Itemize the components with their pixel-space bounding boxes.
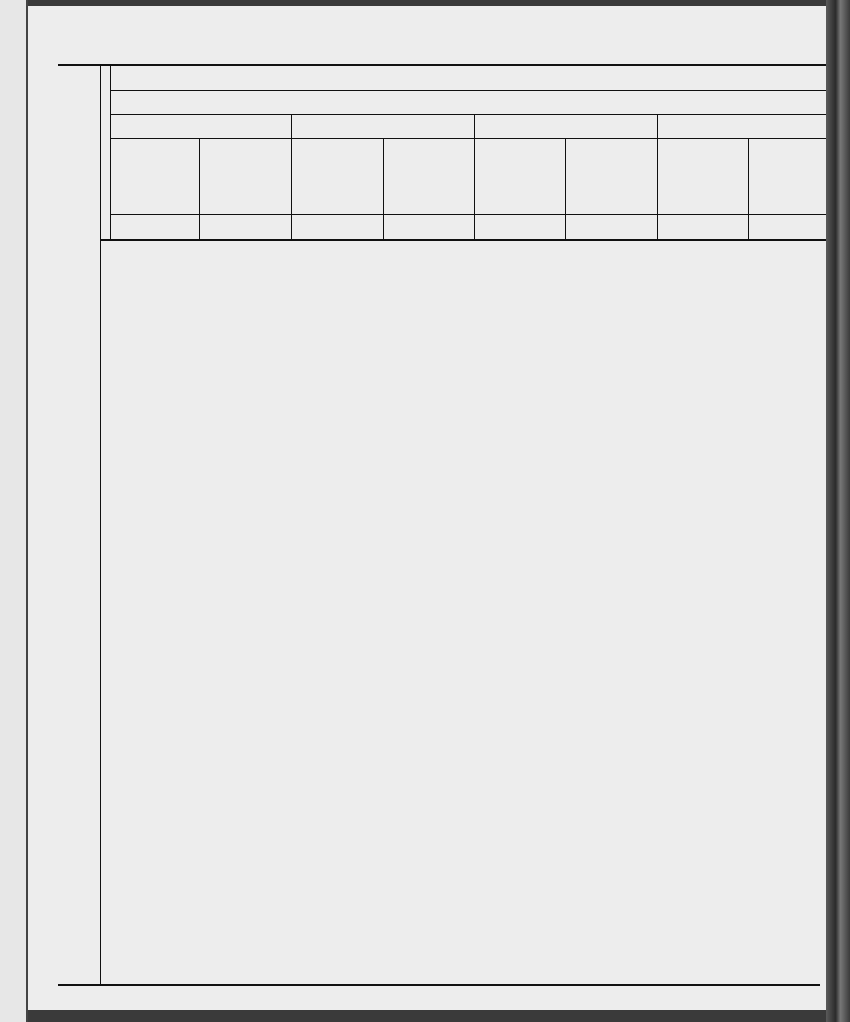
col-divider: [383, 138, 384, 240]
table-bottom-rule: [58, 984, 820, 986]
group-rule: [110, 114, 830, 115]
header-bottom-rule: [100, 239, 830, 241]
book-spine: [826, 0, 850, 1022]
col-divider: [748, 138, 749, 240]
subheader-rule: [110, 214, 830, 215]
col-divider: [291, 114, 292, 240]
region-rule: [110, 90, 830, 91]
col-divider: [199, 138, 200, 240]
stub-column-rule: [100, 64, 101, 984]
left-page-edge: [0, 0, 28, 1022]
col-divider: [565, 138, 566, 240]
document-page: [28, 6, 836, 1010]
col-divider: [657, 114, 658, 240]
animal-rule: [110, 138, 830, 139]
col-divider: [474, 114, 475, 240]
table-top-rule: [58, 64, 830, 66]
